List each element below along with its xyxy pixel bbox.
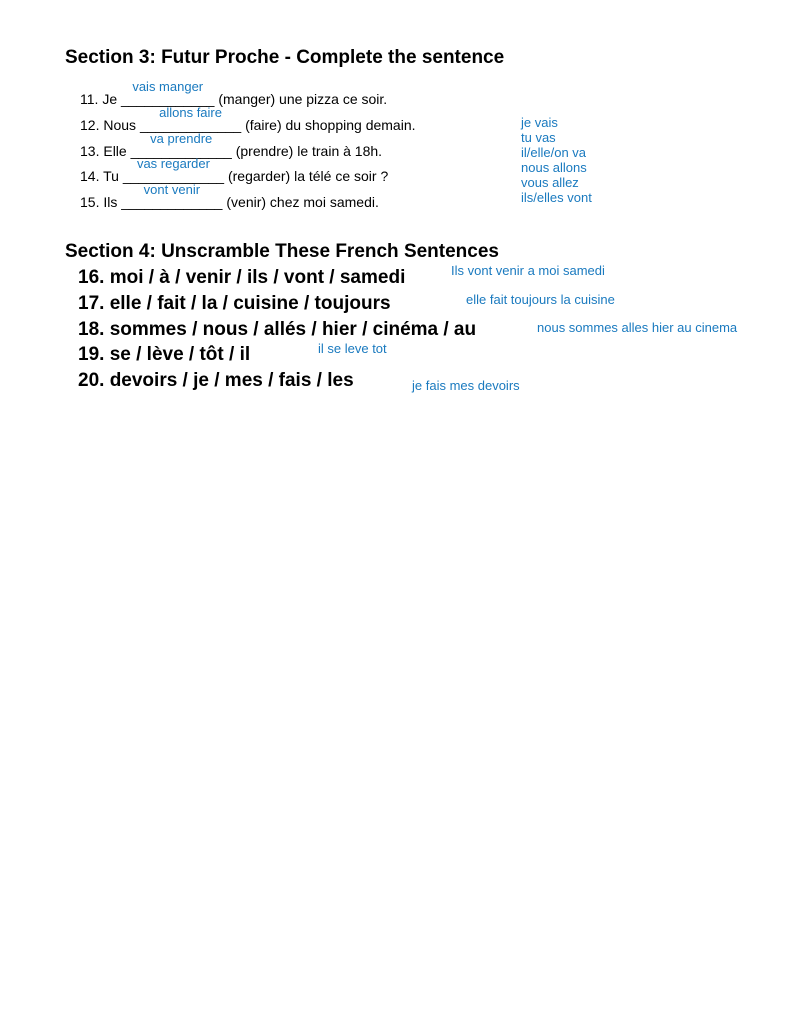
exercise-item-11 (80, 79, 388, 107)
blank-line: _____________ (130, 143, 232, 159)
blank-line: _____________ (121, 194, 223, 210)
blank-line: ____________ (121, 91, 215, 107)
handwritten-answer: il se leve tot (318, 341, 387, 356)
handwritten-answer: nous sommes alles hier au cinema (537, 320, 738, 335)
conjugation-line: vous allez (521, 175, 579, 190)
item-subject: Nous (103, 117, 137, 133)
exercise-item-14 (80, 156, 389, 184)
item-prompt: (venir) chez moi samedi. (226, 194, 379, 210)
handwritten-answer: je fais mes devoirs (412, 378, 520, 393)
handwritten-answer: allons faire (159, 105, 222, 120)
item-prompt: (manger) une pizza ce soir. (218, 91, 388, 107)
scramble-item-17: 17. elle / fait / la / cuisine / toujours (78, 293, 391, 314)
scramble-item-20: 20. devoirs / je / mes / fais / les (78, 370, 354, 391)
item-number: 14. (80, 168, 100, 184)
section4-title: Section 4: Unscramble These French Sentences (65, 241, 499, 262)
item-subject: Tu (103, 168, 119, 184)
conjugation-line: tu vas (521, 130, 556, 145)
blank-line: _____________ (122, 168, 225, 184)
exercise-item-15 (80, 182, 379, 210)
section3-title: Section 3: Futur Proche - Complete the sentence (65, 47, 505, 68)
conjugation-line: il/elle/on va (521, 145, 587, 160)
handwritten-answer: vais manger (132, 79, 204, 94)
item-subject: Je (102, 91, 118, 107)
blank-line: _____________ (139, 117, 242, 133)
handwritten-answer: vont venir (143, 182, 201, 197)
answer-blank[interactable] (121, 182, 223, 210)
item-subject: Ils (103, 194, 118, 210)
exercise-item-12 (80, 105, 416, 133)
handwritten-answer: elle fait toujours la cuisine (466, 292, 615, 307)
conjugation-line: je vais (521, 115, 558, 130)
conjugation-line: ils/elles vont (521, 190, 592, 205)
conjugation-notes (521, 115, 592, 205)
conjugation-line: nous allons (521, 160, 587, 175)
item-subject: Elle (103, 143, 127, 159)
scramble-item-19: 19. se / lève / tôt / il (78, 344, 251, 365)
item-number: 12. (80, 117, 100, 133)
scramble-item-18: 18. sommes / nous / allés / hier / cinéma / au (78, 319, 477, 340)
handwritten-answer: vas regarder (136, 156, 210, 171)
handwritten-answer: Ils vont venir a moi samedi (451, 263, 605, 278)
item-number: 13. (80, 143, 100, 159)
handwritten-answer: va prendre (150, 131, 213, 146)
item-prompt: (regarder) la télé ce soir ? (227, 168, 389, 184)
scramble-item-16: 16. moi / à / venir / ils / vont / samedi (78, 267, 406, 288)
item-prompt: (faire) du shopping demain. (245, 117, 416, 133)
item-prompt: (prendre) le train à 18h. (235, 143, 383, 159)
item-number: 11. (80, 91, 99, 107)
item-number: 15. (80, 194, 100, 210)
